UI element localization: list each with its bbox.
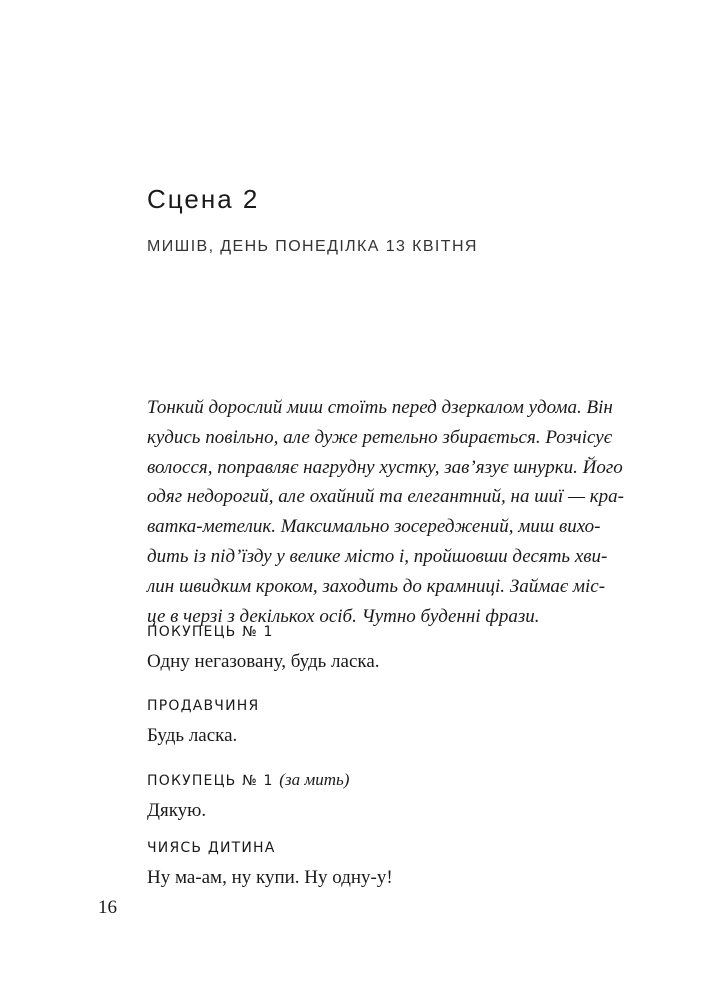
- scene-subtitle: МИШІВ, ДЕНЬ ПОНЕДІЛКА 13 КВІТНЯ: [147, 238, 478, 255]
- dialogue-cue: [147, 696, 580, 748]
- speaker-line: [147, 770, 580, 791]
- stage-direction: [147, 393, 624, 631]
- stage-direction-line: кудись повільно, але дуже ретельно збирається. Розчісує: [147, 426, 613, 448]
- stage-direction-line: Тонкий дорослий миш стоїть перед дзеркалом удома. Він: [147, 397, 613, 418]
- dialogue-cue: [147, 770, 580, 823]
- stage-direction-line: це в черзі з декількох осіб. Чутно буденні фрази.: [147, 605, 540, 627]
- stage-direction-line: ватка-метелик. Максимально зосереджений, миш вихо-: [147, 516, 601, 538]
- dialogue-cue: [147, 622, 580, 674]
- dialogue-line: Одну негазовану, будь ласка.: [147, 651, 380, 672]
- dialogue-cue: [147, 838, 580, 890]
- speaker-name: ПОКУПЕЦЬ № 1: [147, 624, 274, 640]
- scene-title: Сцена 2: [147, 184, 260, 214]
- dialogue-line: Будь ласка.: [147, 725, 238, 746]
- speaker-name: ЧИЯСЬ ДИТИНА: [147, 840, 276, 856]
- stage-direction-line: волосся, поправляє нагрудну хустку, зав’язує шнурки. Його: [147, 456, 623, 478]
- speaker-name: ПОКУПЕЦЬ № 1: [147, 773, 274, 789]
- speaker-direction: (за мить): [279, 770, 350, 789]
- dialogue-line: Дякую.: [147, 800, 207, 821]
- stage-direction-line: лин швидким кроком, заходить до крамниці. Займає міс-: [147, 575, 606, 597]
- stage-direction-line: одяг недорогий, але охайний та елегантний, на шиї — кра-: [147, 486, 624, 508]
- dialogue-line: Ну ма-ам, ну купи. Ну одну-у!: [147, 867, 393, 888]
- stage-direction-line: дить із під’їзду у велике місто і, пройшовши десять хви-: [147, 545, 608, 567]
- speaker-name: ПРОДАВЧИНЯ: [147, 698, 260, 714]
- page-number: 16: [98, 897, 117, 918]
